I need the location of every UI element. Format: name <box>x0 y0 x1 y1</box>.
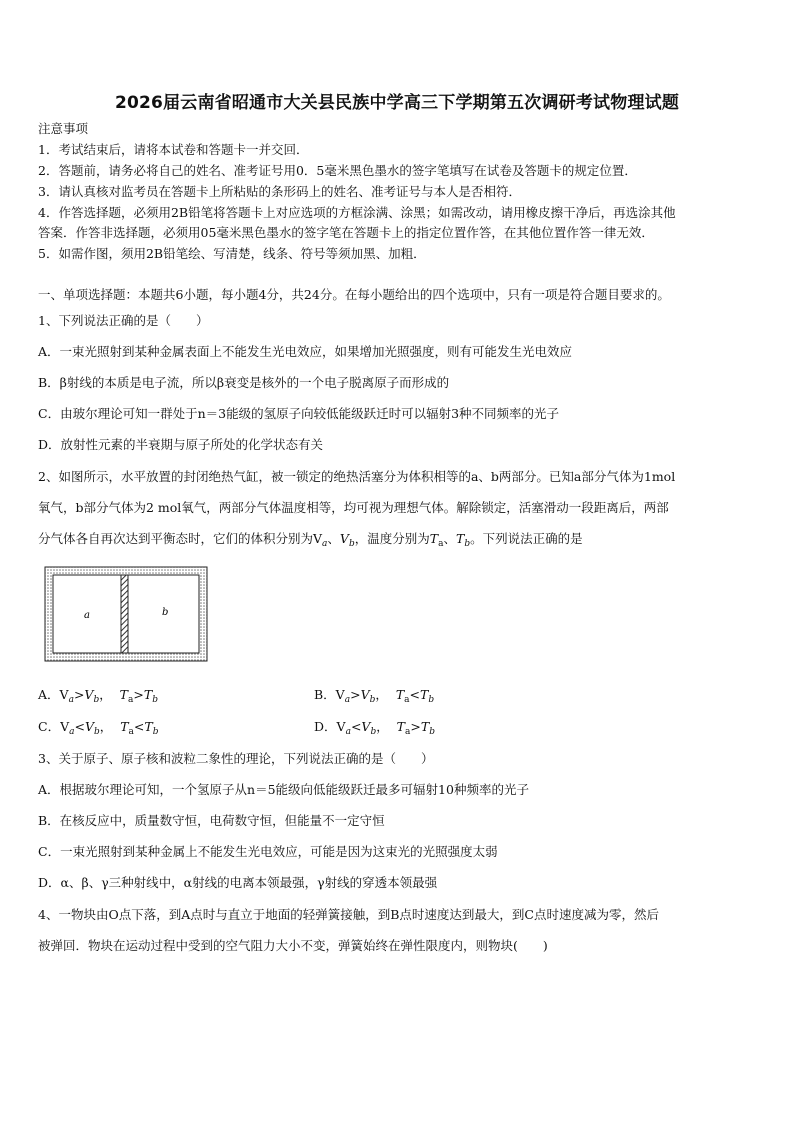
q2-stem-line: 2、如图所示，水平放置的封闭绝热气缸，被一锁定的绝热活塞分为体积相等的a、b两部分。已知a部分气体为1mol <box>38 469 676 484</box>
q1-option-d: D．放射性元素的半衰期与原子所处的化学状态有关 <box>38 437 324 452</box>
q2-stem-line: 分气体各自再次达到平衡态时，它们的体积分别为$V_a$、$V_b$，温度分别为$T_a$、$T_b$。下列说法正确的是 <box>38 531 583 549</box>
notice-heading: 注意事项 <box>38 121 89 136</box>
cylinder-figure <box>44 566 208 667</box>
piston <box>121 575 128 653</box>
q2-option-d: D．$V_a<V_b$， $T_a>T_b$ <box>314 719 435 737</box>
notice-item: 3．请认真核对监考员在答题卡上所粘贴的条形码上的姓名、准考证号与本人是否相符． <box>38 184 521 199</box>
page-title: 2026届云南省昭通市大关县民族中学高三下学期第五次调研考试物理试题 <box>114 93 680 113</box>
q2-option-b: B．$V_a>V_b$， $T_a<T_b$ <box>314 687 435 705</box>
section-heading: 一、单项选择题：本题共6小题，每小题4分，共24分。在每小题给出的四个选项中，只有一项是符合题目要求的。 <box>38 287 670 302</box>
q3-stem: 3、关于原子、原子核和波粒二象性的理论，下列说法正确的是（ ） <box>38 751 434 766</box>
label-a: a <box>84 610 90 621</box>
q3-option-a: A．根据玻尔理论可知，一个氢原子从n＝5能级向低能级跃迁最多可辐射10种频率的光子 <box>38 782 529 797</box>
q3-option-b: B．在核反应中，质量数守恒，电荷数守恒，但能量不一定守恒 <box>38 813 385 828</box>
q1-option-a: A．一束光照射到某种金属表面上不能发生光电效应，如果增加光照强度，则有可能发生光电效应 <box>38 344 573 359</box>
q1-option-b: B．β射线的本质是电子流，所以β衰变是核外的一个电子脱离原子而形成的 <box>38 375 450 390</box>
label-b: b <box>162 607 169 618</box>
notice-item: 4．作答选择题，必须用2B铅笔将答题卡上对应选项的方框涂满、涂黑；如需改动，请用橡皮擦干净后，再选涂其他 <box>38 205 676 220</box>
q3-option-d: D．α、β、γ三种射线中，α射线的电离本领最强，γ射线的穿透本领最强 <box>38 875 438 890</box>
q1-stem: 1、下列说法正确的是（ ） <box>38 313 209 328</box>
q2-option-a: A．$V_a>V_b$， $T_a>T_b$ <box>38 687 158 705</box>
q4-stem-line: 被弹回．物块在运动过程中受到的空气阻力大小不变，弹簧始终在弹性限度内，则物块( ) <box>38 938 548 953</box>
q2-option-c: C．$V_a<V_b$， $T_a<T_b$ <box>38 719 159 737</box>
q3-option-c: C．一束光照射到某种金属上不能发生光电效应，可能是因为这束光的光照强度太弱 <box>38 844 498 859</box>
q4-stem-line: 4、一物块由O点下落，到A点时与直立于地面的轻弹簧接触，到B点时速度达到最大，到C点时速度减为零，然后 <box>38 907 659 922</box>
notice-item: 5．如需作图，须用2B铅笔绘、写清楚，线条、符号等须加黑、加粗． <box>38 246 426 261</box>
q1-option-c: C．由玻尔理论可知一群处于n＝3能级的氢原子向较低能级跃迁时可以辐射3种不同频率的光子 <box>38 406 560 421</box>
notice-item: 1．考试结束后，请将本试卷和答题卡一并交回． <box>38 142 309 157</box>
notice-item: 2．答题前，请务必将自己的姓名、准考证号用0．5毫米黑色墨水的签字笔填写在试卷及答题卡的规定位置． <box>38 163 637 178</box>
notice-item: 答案．作答非选择题，必须用05毫米黑色墨水的签字笔在答题卡上的指定位置作答，在其他位置作答一律无效． <box>38 225 654 240</box>
q2-stem-line: 氧气，b部分气体为2 mol氧气，两部分气体温度相等，均可视为理想气体。解除锁定，活塞滑动一段距离后，两部 <box>38 500 669 515</box>
